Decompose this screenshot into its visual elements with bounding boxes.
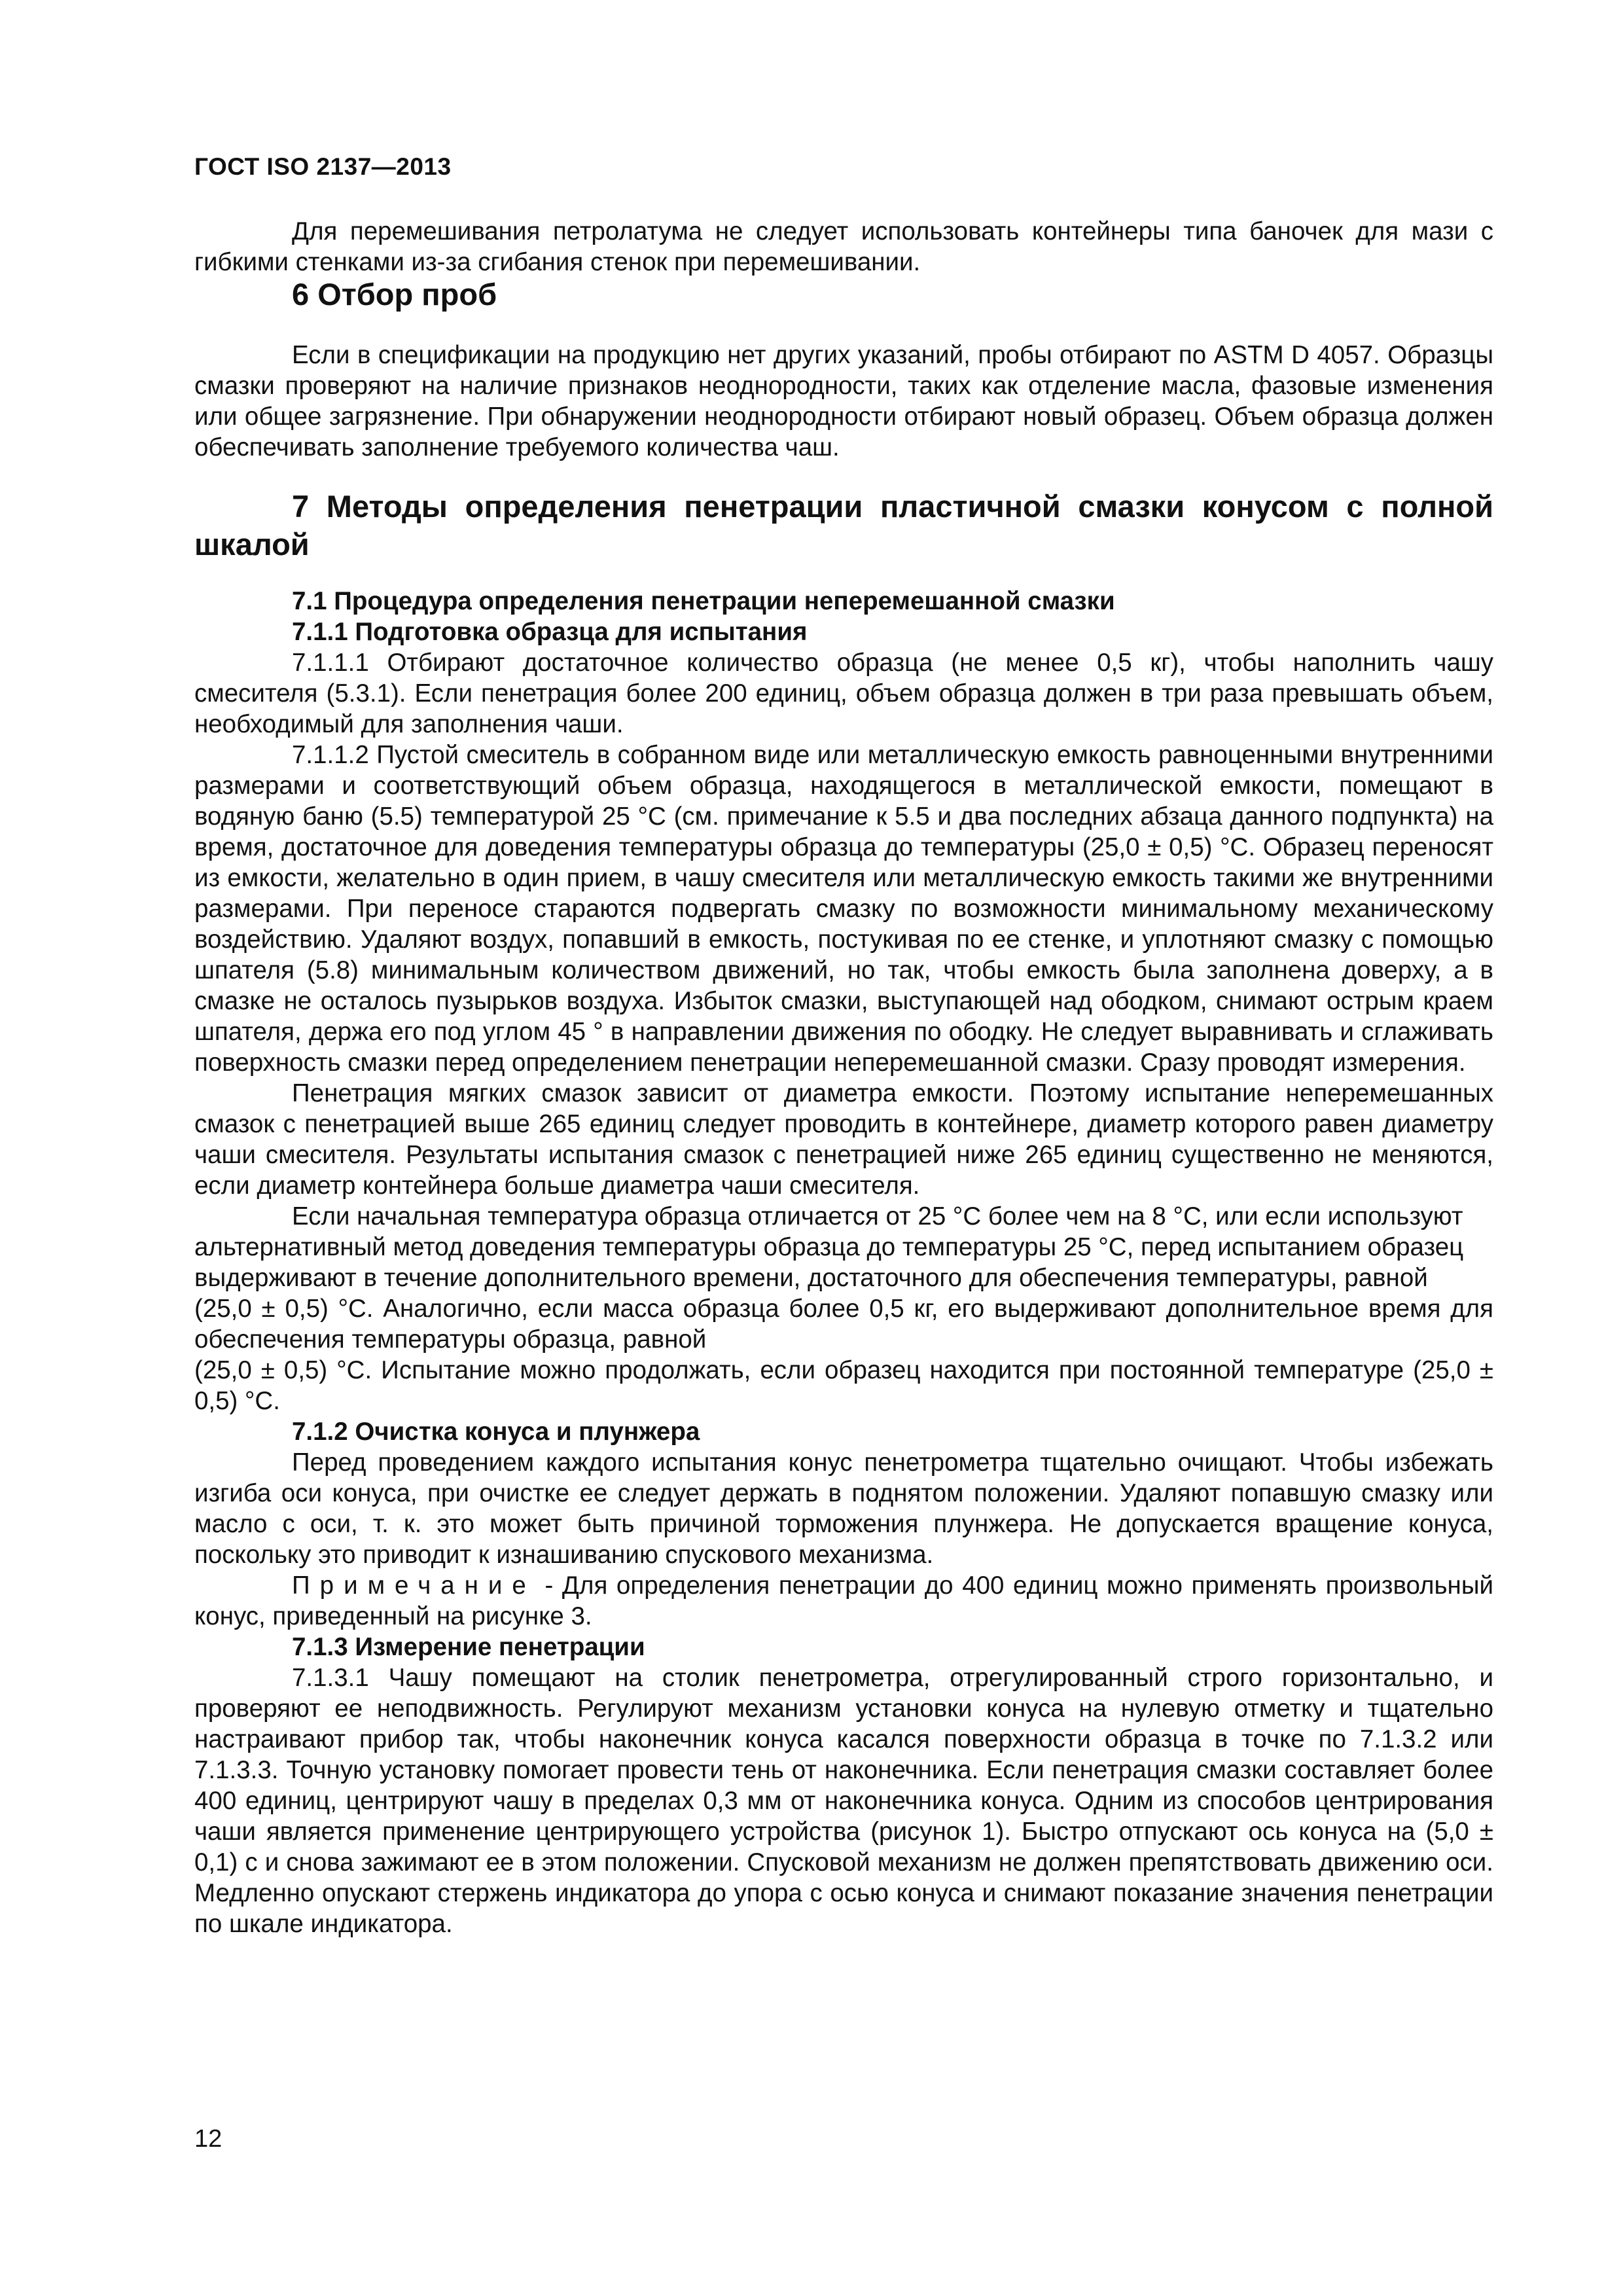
paragraph-7-1-1-2: 7.1.1.2 Пустой смеситель в собранном виде или металлическую емкость равноценными внутренними размерами и соответствующий объем образца, находящегося в металлической емкости, помещают в водяную баню (5.5) температурой 25 °С (см. примечание к 5.5 и два последних абзаца данного подпункта) на время, достаточное для доведения температуры образца до температуры (25,0 ± 0,5) °С. Образец переносят из емкости, желательно в один прием, в чашу смесителя или металлическую емкость такими же внутренними размерами. При переносе стараются подвергать смазку по возможности минимальному механическому воздействию. Удаляют воздух, попавший в емкость, постукивая по ее стенке, и уплотняют смазку с помощью шпателя (5.8) минимальным количеством движений, но так, чтобы емкость была заполнена доверху, а в смазке не осталось пузырьков воздуха. Избыток смазки, выступающей над ободком, снимают острым краем шпателя, держа его под углом 45 ° в направлении движения по ободку. Не следует выравнивать и сглаживать поверхность смазки перед определением пенетрации неперемешанной смазки. Сразу проводят измерения. (194, 741, 1493, 1077)
note-text: - Для определения пенетрации до 400 единиц можно применять произвольный конус, приведенный на рисунке 3. (194, 1571, 1493, 1630)
paragraph-7-1-1-1: 7.1.1.1 Отбирают достаточное количество образца (не менее 0,5 кг), чтобы наполнить чашу смесителя (5.3.1). Если пенетрация более 200 единиц, объем образца должен в три раза превышать объем, необходимый для заполнения чаши. (194, 649, 1493, 738)
paragraph-7-1-2: Перед проведением каждого испытания конус пенетрометра тщательно очищают. Чтобы избежать изгиба оси конуса, при очистке ее следует держать в поднятом положении. Удаляют попавшую смазку или масло с оси, т. к. это может быть причиной торможения плунжера. Не допускается вращение конуса, поскольку это приводит к изнашиванию спускового механизма. (194, 1448, 1493, 1569)
section-heading-7: 7 Методы определения пенетрации пластичной смазки конусом с полной шкалой (194, 489, 1493, 562)
paragraph-section-6: Если в спецификации на продукцию нет других указаний, пробы отбирают по ASTM D 4057. Образцы смазки проверяют на наличие признаков неоднородности, таких как отделение масла, фазовые изменения или общее загрязнение. При обнаружении неоднородности отбирают новый образец. Объем образца должен обеспечивать заполнение требуемого количества чаш. (194, 341, 1493, 461)
paragraph-intro: Для перемешивания петролатума не следует использовать контейнеры типа баночек для мази с гибкими стенками из-за сгибания стенок при перемешивании. (194, 217, 1493, 276)
page-number: 12 (194, 2125, 223, 2153)
paragraph-soft-greases: Пенетрация мягких смазок зависит от диаметра емкости. Поэтому испытание неперемешанных смазок с пенетрацией выше 265 единиц следует проводить в контейнере, диаметр которого равен диаметру чаши смесителя. Результаты испытания смазок с пенетрацией ниже 265 единиц существенно не меняются, если диаметр контейнера больше диаметра чаши смесителя. (194, 1079, 1493, 1200)
subsection-heading-7-1: 7.1 Процедура определения пенетрации неперемешанной смазки (292, 587, 1115, 615)
subsection-heading-7-1-1: 7.1.1 Подготовка образца для испытания (292, 618, 808, 646)
document-code-header: ГОСТ ISO 2137—2013 (194, 153, 452, 180)
subsection-heading-7-1-2: 7.1.2 Очистка конуса и плунжера (292, 1418, 700, 1446)
paragraph-temperature-b: (25,0 ± 0,5) °С. Аналогично, если масса образца более 0,5 кг, его выдерживают дополнительное время для обеспечения температуры образца, равной (194, 1295, 1493, 1354)
document-body (194, 216, 1493, 1939)
note-label: Примечание (292, 1571, 536, 1600)
paragraph-7-1-3-1: 7.1.3.1 Чашу помещают на столик пенетрометра, отрегулированный строго горизонтально, и проверяют ее неподвижность. Регулируют механизм установки конуса на нулевую отметку и тщательно настраивают прибор так, чтобы наконечник конуса касался поверхности образца в точке по 7.1.3.2 или 7.1.3.3. Точную установку помогает провести тень от наконечника. Если пенетрация смазки составляет более 400 единиц, центрируют чашу в пределах 0,3 мм от наконечника конуса. Одним из способов центрирования чаши является применение центрирующего устройства (рисунок 1). Быстро отпускают ось конуса на (5,0 ± 0,1) с и снова зажимают ее в этом положении. Спусковой механизм не должен препятствовать движению оси. Медленно опускают стержень индикатора до упора с осью конуса и снимают показание значения пенетрации по шкале индикатора. (194, 1664, 1493, 1938)
subsection-heading-7-1-3: 7.1.3 Измерение пенетрации (292, 1633, 645, 1661)
paragraph-temperature-c: (25,0 ± 0,5) °С. Испытание можно продолжать, если образец находится при постоянной температуре (25,0 ± 0,5) °С. (194, 1356, 1493, 1415)
section-heading-6: 6 Отбор проб (292, 277, 497, 312)
paragraph-temperature-a: Если начальная температура образца отличается от 25 °С более чем на 8 °С, или если используют альтернативный метод доведения температуры образца до температуры 25 °С, перед испытанием образец выдерживают в течение дополнительного времени, достаточного для обеспечения температуры, равной (194, 1202, 1464, 1292)
note-paragraph (194, 1570, 1493, 1632)
